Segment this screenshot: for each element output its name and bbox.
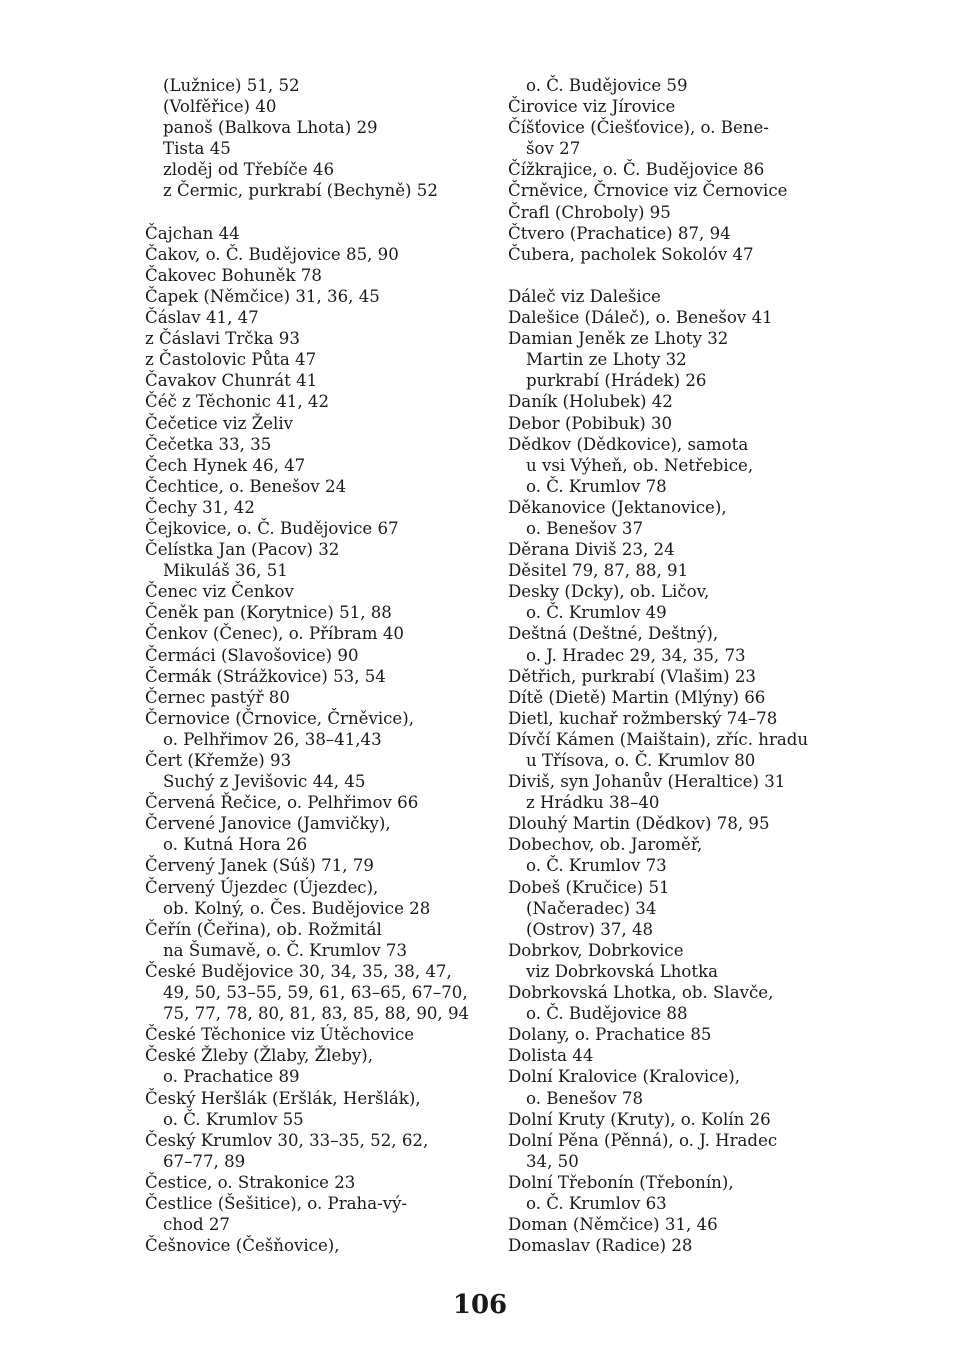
section-gap xyxy=(508,265,833,286)
index-entry: Čirovice viz Jírovice xyxy=(508,97,676,117)
index-entry: Dáleč viz Dalešice xyxy=(508,286,661,306)
index-entry: Desky (Dcky), ob. Ličov, xyxy=(508,582,710,602)
index-entry: zloděj od Třebíče 46 xyxy=(163,160,335,180)
index-entry: na Šumavě, o. Č. Krumlov 73 xyxy=(163,940,407,960)
index-entry: Čakov, o. Č. Budějovice 85, 90 xyxy=(145,244,399,264)
index-entry: viz Dobrkovská Lhotka xyxy=(526,961,719,981)
index-entry: Dědkov (Dědkovice), samota xyxy=(508,434,749,454)
index-entry: o. J. Hradec 29, 34, 35, 73 xyxy=(526,645,746,665)
index-entry: Čert (Křemže) 93 xyxy=(145,751,292,770)
index-entry: Červená Řečice, o. Pelhřimov 66 xyxy=(145,793,419,813)
index-entry: Črafl (Chroboly) 95 xyxy=(508,202,671,222)
index-entry: Čavakov Chunrát 41 xyxy=(145,371,318,391)
index-entry: Čermák (Strážkovice) 53, 54 xyxy=(145,666,386,686)
index-entry: o. Benešov 78 xyxy=(526,1088,644,1108)
index-entry: Červený Janek (Súš) 71, 79 xyxy=(145,856,374,876)
index-entry: Čáslav 41, 47 xyxy=(145,308,259,328)
index-entry: Dolní Pěna (Pěnná), o. J. Hradec xyxy=(508,1130,778,1150)
index-entry: o. Č. Krumlov 73 xyxy=(526,856,667,876)
index-entry: Dobeš (Kručice) 51 xyxy=(508,877,670,897)
page-number: 106 xyxy=(452,1290,508,1320)
index-entry: Deštná (Deštné, Deštný), xyxy=(508,624,719,644)
index-entry: Dobechov, ob. Jaroměř, xyxy=(508,835,703,855)
index-entry: o. Benešov 37 xyxy=(526,518,644,538)
index-entry: Dobrkovská Lhotka, ob. Slavče, xyxy=(508,983,774,1003)
index-entry: (Lužnice) 51, 52 xyxy=(163,76,300,95)
index-entry: Črněvice, Črnovice viz Černovice xyxy=(508,181,788,201)
index-entry: Český Heršlák (Eršlák, Heršlák), xyxy=(145,1088,421,1108)
index-entry: Děkanovice (Jektanovice), xyxy=(508,497,727,517)
index-entry: šov 27 xyxy=(526,139,581,159)
index-entry: Číšťovice (Čiešťovice), o. Bene- xyxy=(508,118,769,138)
index-entry: Čeřín (Čeřina), ob. Rožmitál xyxy=(145,919,382,939)
index-entry: z Častolovic Půta 47 xyxy=(145,350,317,370)
index-entry: Dívčí Kámen (Maištain), zříc. hradu xyxy=(508,729,809,749)
index-entry: Dolní Třebonín (Třebonín), xyxy=(508,1172,734,1192)
index-entry: o. Pelhřimov 26, 38–41,43 xyxy=(163,729,382,749)
index-entry: Čenkov (Čenec), o. Příbram 40 xyxy=(145,624,404,644)
index-entry: 67–77, 89 xyxy=(163,1151,246,1171)
index-entry: Čechtice, o. Benešov 24 xyxy=(145,476,347,496)
index-entry: Čeněk pan (Korytnice) 51, 88 xyxy=(145,603,392,623)
index-entry: purkrabí (Hrádek) 26 xyxy=(526,371,707,391)
index-entry: Čelístka Jan (Pacov) 32 xyxy=(145,540,340,560)
index-entry: Čestice, o. Strakonice 23 xyxy=(145,1172,356,1192)
index-entry: Mikuláš 36, 51 xyxy=(163,561,288,581)
index-entry: Červený Újezdec (Újezdec), xyxy=(145,877,379,897)
index-entry: Čenec viz Čenkov xyxy=(145,582,294,602)
index-entry: (Volfěřice) 40 xyxy=(163,97,277,117)
index-entry: Děrana Diviš 23, 24 xyxy=(508,540,675,560)
index-entry: z Čermic, purkrabí (Bechyně) 52 xyxy=(163,181,438,201)
index-entry: ob. Kolný, o. Čes. Budějovice 28 xyxy=(163,898,431,918)
index-entry: o. Č. Budějovice 88 xyxy=(526,1004,688,1024)
index-entry: Suchý z Jevišovic 44, 45 xyxy=(163,772,366,792)
index-entry: Dolista 44 xyxy=(508,1046,594,1066)
index-entry: Čubera, pacholek Sokolóv 47 xyxy=(508,244,754,264)
index-entry: z Čáslavi Trčka 93 xyxy=(145,329,300,349)
index-column-right xyxy=(508,75,833,1256)
index-entry: Doman (Němčice) 31, 46 xyxy=(508,1215,718,1235)
index-entry: Dolní Kralovice (Kralovice), xyxy=(508,1067,740,1087)
index-entry: (Ostrov) 37, 48 xyxy=(526,919,654,939)
index-entry: o. Č. Krumlov 63 xyxy=(526,1193,667,1213)
index-entry: Čečetka 33, 35 xyxy=(145,434,272,454)
index-entry: Čajchan 44 xyxy=(145,223,240,243)
index-entry: Tista 45 xyxy=(163,139,231,159)
index-entry: Červené Janovice (Jamvičky), xyxy=(145,814,391,834)
index-entry: Martin ze Lhoty 32 xyxy=(526,350,687,370)
index-entry: 49, 50, 53–55, 59, 61, 63–65, 67–70, xyxy=(163,983,468,1003)
index-entry: o. Č. Budějovice 59 xyxy=(526,76,688,95)
index-entry: z Hrádku 38–40 xyxy=(526,793,660,813)
index-entry: Dítě (Dietě) Martin (Mlýny) 66 xyxy=(508,687,766,707)
index-column-left xyxy=(145,75,470,1256)
index-entry: Český Krumlov 30, 33–35, 52, 62, xyxy=(145,1130,429,1150)
index-entry: o. Prachatice 89 xyxy=(163,1067,300,1087)
index-entry: o. Č. Krumlov 78 xyxy=(526,476,667,496)
index-entry: (Načeradec) 34 xyxy=(526,898,657,918)
index-entry: Čech Hynek 46, 47 xyxy=(145,455,306,475)
index-entry: Čapek (Němčice) 31, 36, 45 xyxy=(145,286,380,306)
index-entry: o. Č. Krumlov 55 xyxy=(163,1109,304,1129)
index-entry: Černovice (Črnovice, Črněvice), xyxy=(145,708,415,728)
index-entry: Dietl, kuchař rožmberský 74–78 xyxy=(508,708,778,728)
index-entry: o. Kutná Hora 26 xyxy=(163,835,308,855)
index-entry: Čtvero (Prachatice) 87, 94 xyxy=(508,223,731,243)
index-entry: Dobrkov, Dobrkovice xyxy=(508,940,684,960)
index-entry: Čechy 31, 42 xyxy=(145,497,255,517)
index-entry: Čéč z Těchonic 41, 42 xyxy=(145,392,330,412)
index-entry: Dětřich, purkrabí (Vlašim) 23 xyxy=(508,666,756,686)
section-gap xyxy=(145,202,465,223)
index-entry: Domaslav (Radice) 28 xyxy=(508,1236,693,1256)
index-entry: Dolní Kruty (Kruty), o. Kolín 26 xyxy=(508,1109,771,1129)
index-entry: u Třísova, o. Č. Krumlov 80 xyxy=(526,751,756,770)
index-entry: České Budějovice 30, 34, 35, 38, 47, xyxy=(145,961,452,981)
index-entry: Čermáci (Slavošovice) 90 xyxy=(145,645,359,665)
index-entry: panoš (Balkova Lhota) 29 xyxy=(163,118,378,138)
index-entry: Čejkovice, o. Č. Budějovice 67 xyxy=(145,518,399,538)
index-entry: České Těchonice viz Útěchovice xyxy=(145,1025,415,1045)
index-entry: Čakovec Bohuněk 78 xyxy=(145,265,322,285)
index-entry: Čečetice viz Želiv xyxy=(145,413,294,433)
index-entry: 75, 77, 78, 80, 81, 83, 85, 88, 90, 94 xyxy=(163,1004,470,1024)
index-entry: Černec pastýř 80 xyxy=(145,687,290,707)
index-entry: Dlouhý Martin (Dědkov) 78, 95 xyxy=(508,814,770,834)
index-entry: Dalešice (Dáleč), o. Benešov 41 xyxy=(508,308,773,328)
index-entry: Damian Jeněk ze Lhoty 32 xyxy=(508,329,729,349)
index-entry: Dolany, o. Prachatice 85 xyxy=(508,1025,712,1045)
index-entry: Daník (Holubek) 42 xyxy=(508,392,673,412)
index-entry: České Žleby (Žlaby, Žleby), xyxy=(145,1046,374,1066)
index-entry: Češnovice (Češňovice), xyxy=(145,1236,340,1256)
index-entry: Čestlice (Šešitice), o. Praha-vý- xyxy=(145,1193,408,1213)
index-entry: u vsi Výheň, ob. Netřebice, xyxy=(526,455,754,475)
index-entry: chod 27 xyxy=(163,1215,230,1235)
index-entry: Diviš, syn Johanův (Heraltice) 31 xyxy=(508,772,786,792)
index-entry: Čížkrajice, o. Č. Budějovice 86 xyxy=(508,160,765,180)
index-entry: 34, 50 xyxy=(526,1151,579,1171)
index-entry: Debor (Pobibuk) 30 xyxy=(508,413,673,433)
index-entry: Děsitel 79, 87, 88, 91 xyxy=(508,561,689,581)
index-entry: o. Č. Krumlov 49 xyxy=(526,603,667,623)
